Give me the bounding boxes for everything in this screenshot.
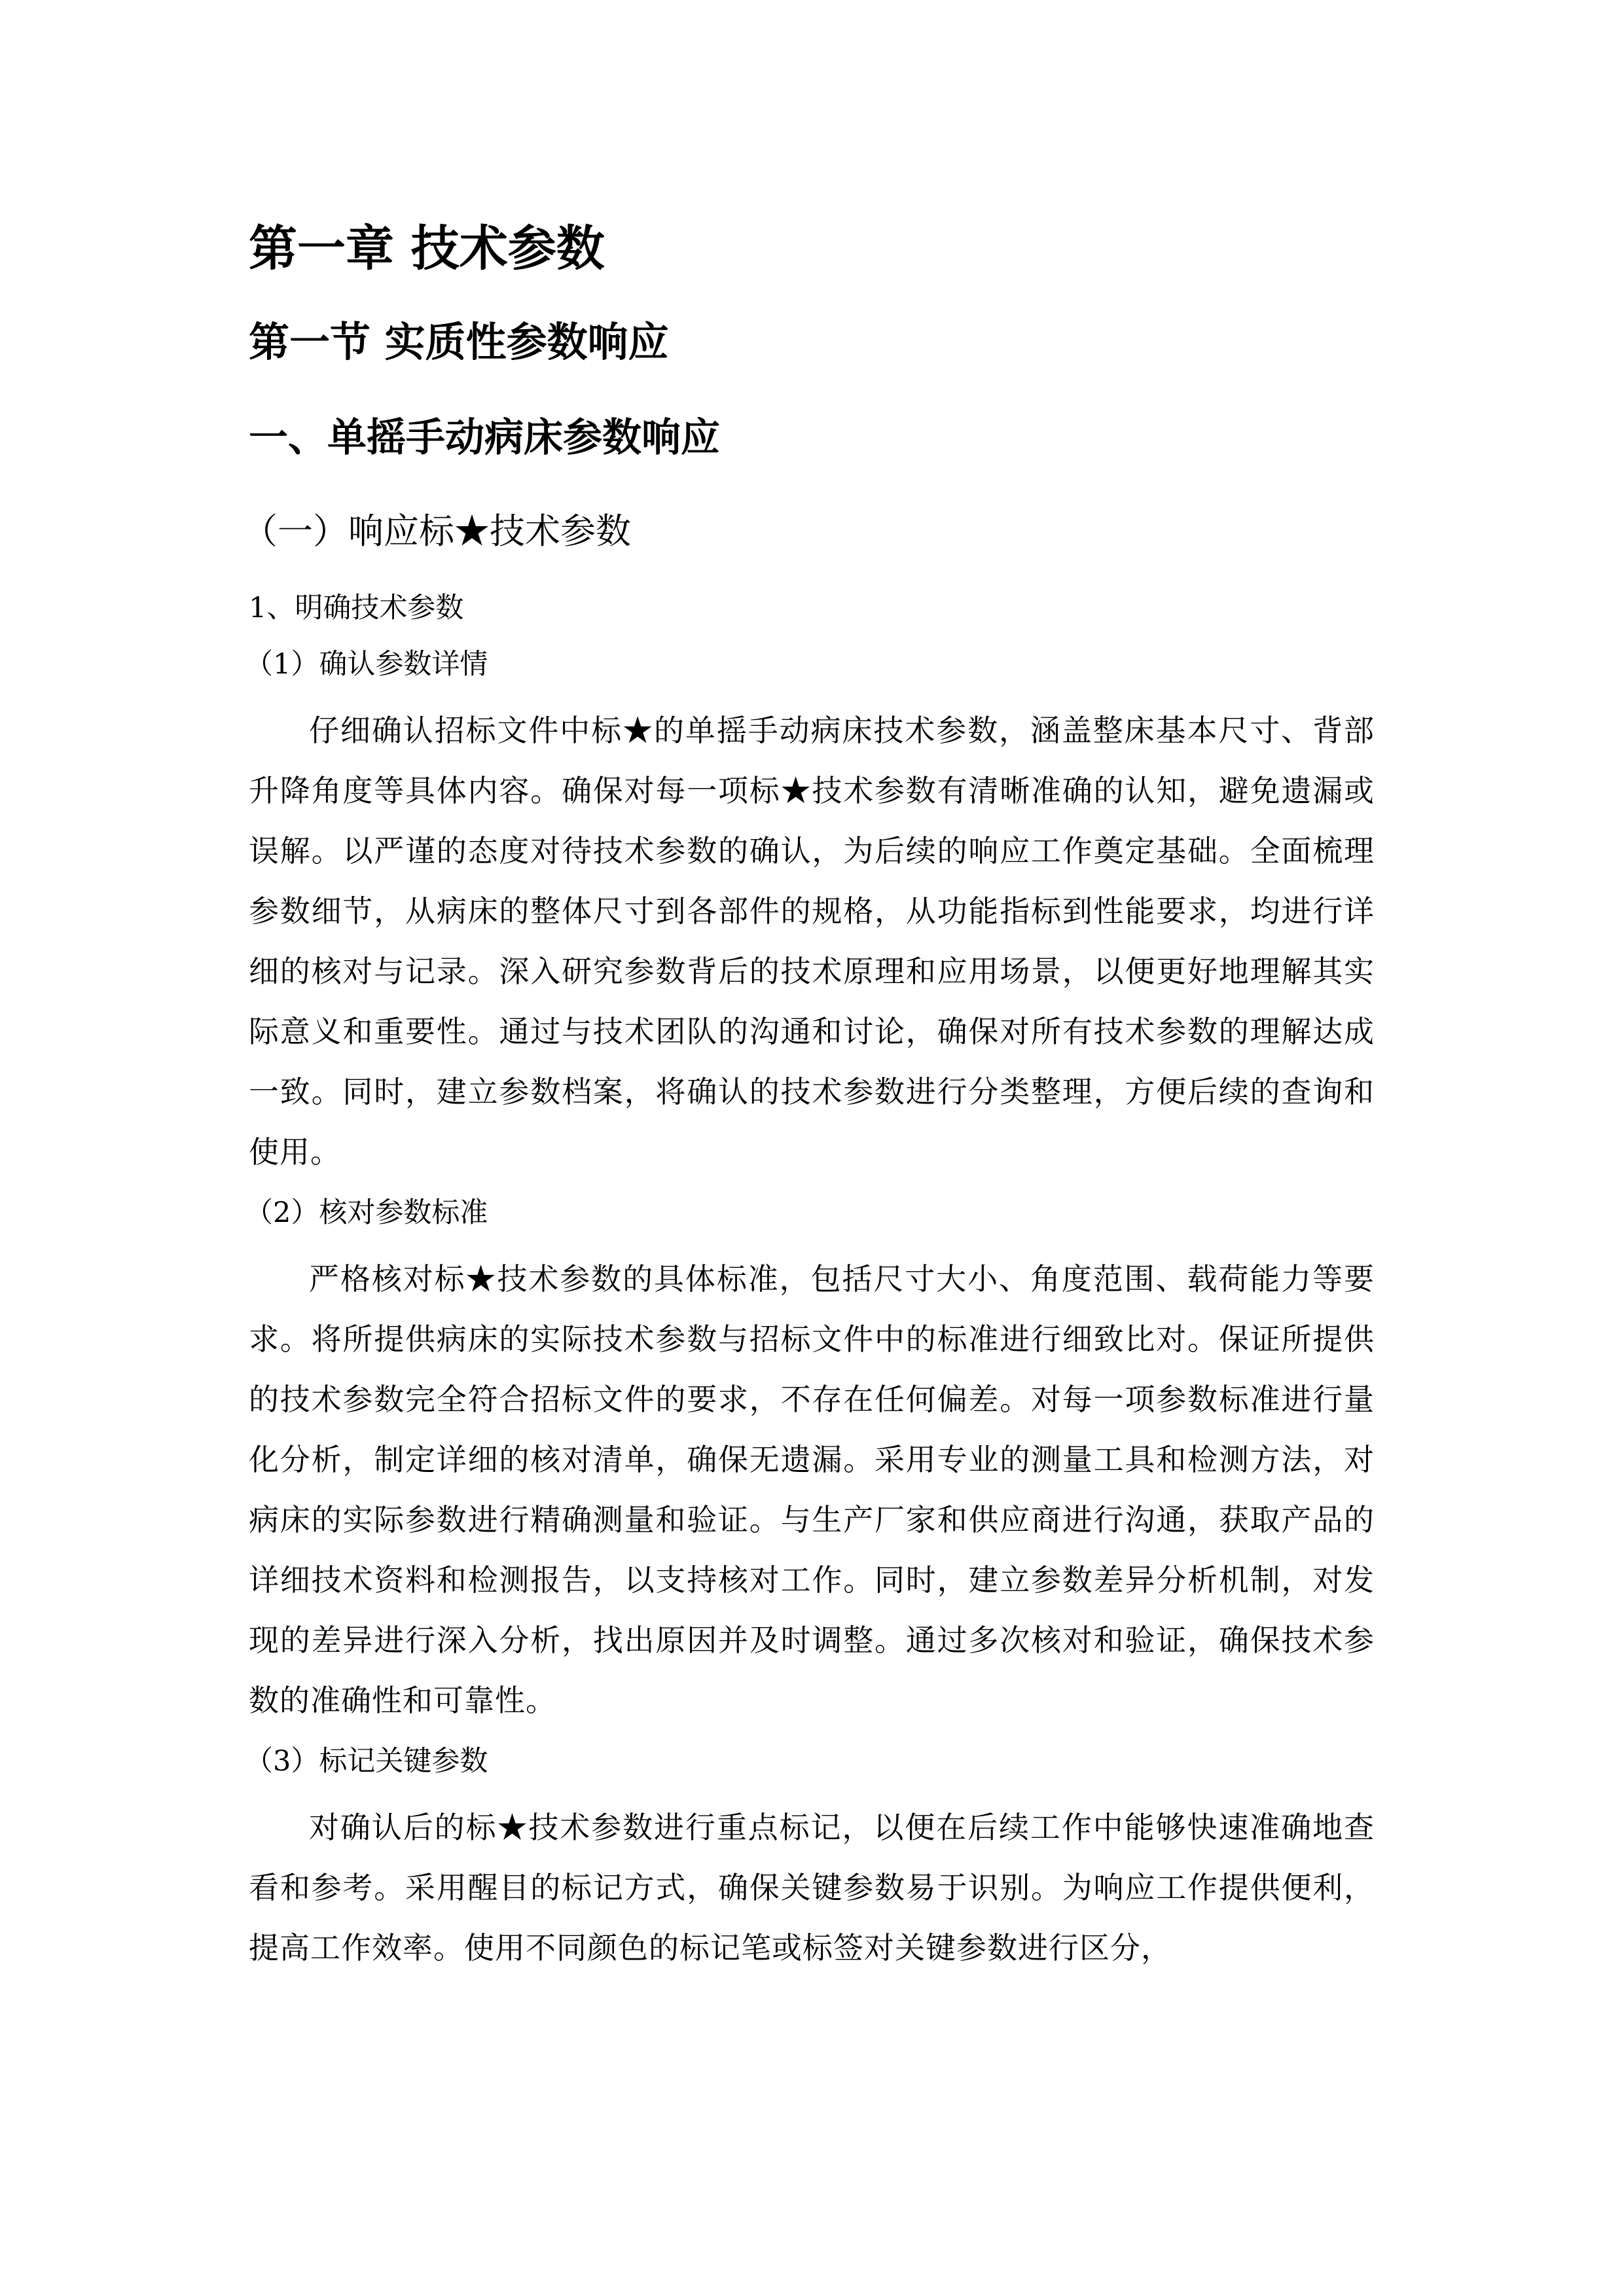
block-body-1: 仔细确认招标文件中标★的单摇手动病床技术参数，涵盖整床基本尺寸、背部升降角度等具体内容。确保对每一项标★技术参数有清晰准确的认知，避免遗漏或误解。以严谨的态度对待技术参数的确认，为后续的响应工作奠定基础。全面梳理参数细节，从病床的整体尺寸到各部件的规格，从功能指标到性能要求，均进行详细的核对与记录。深入研究参数背后的技术原理和应用场景，以便更好地理解其实际意义和重要性。通过与技术团队的沟通和讨论，确保对所有技术参数的理解达成一致。同时，建立参数档案，将确认的技术参数进行分类整理，方便后续的查询和使用。 [249, 713, 1375, 1170]
subsubsection-title: （一）响应标★技术参数 [242, 511, 631, 552]
block-body-2: 严格核对标★技术参数的具体标准，包括尺寸大小、角度范围、载荷能力等要求。将所提供病床的实际技术参数与招标文件中的标准进行细致比对。保证所提供的技术参数完全符合招标文件的要求，不存在任何偏差。对每一项参数标准进行量化分析，制定详细的核对清单，确保无遗漏。采用专业的测量工具和检测方法，对病床的实际参数进行精确测量和验证。与生产厂家和供应商进行沟通，获取产品的详细技术资料和检测报告，以支持核对工作。同时，建立参数差异分析机制，对发现的差异进行深入分析，找出原因并及时调整。通过多次核对和验证，确保技术参数的准确性和可靠性。 [249, 1261, 1375, 1718]
block-heading-1: （1）确认参数详情 [245, 648, 488, 681]
block-heading-3: （3）标记关键参数 [245, 1745, 488, 1778]
block-body-3: 对确认后的标★技术参数进行重点标记，以便在后续工作中能够快速准确地查看和参考。采用醒目的标记方式，确保关键参数易于识别。为响应工作提供便利，提高工作效率。使用不同颜色的标记笔或标签对关键参数进行区分， [249, 1810, 1375, 1965]
chapter-title: 第一章 技术参数 [249, 221, 605, 277]
subsection-title: 一、单摇手动病床参数响应 [249, 415, 720, 461]
item-title: 1、明确技术参数 [249, 592, 464, 624]
block-heading-2: （2）核对参数标准 [245, 1196, 488, 1229]
section-title: 第一节 实质性参数响应 [249, 318, 669, 366]
document-content [242, 216, 1375, 1986]
